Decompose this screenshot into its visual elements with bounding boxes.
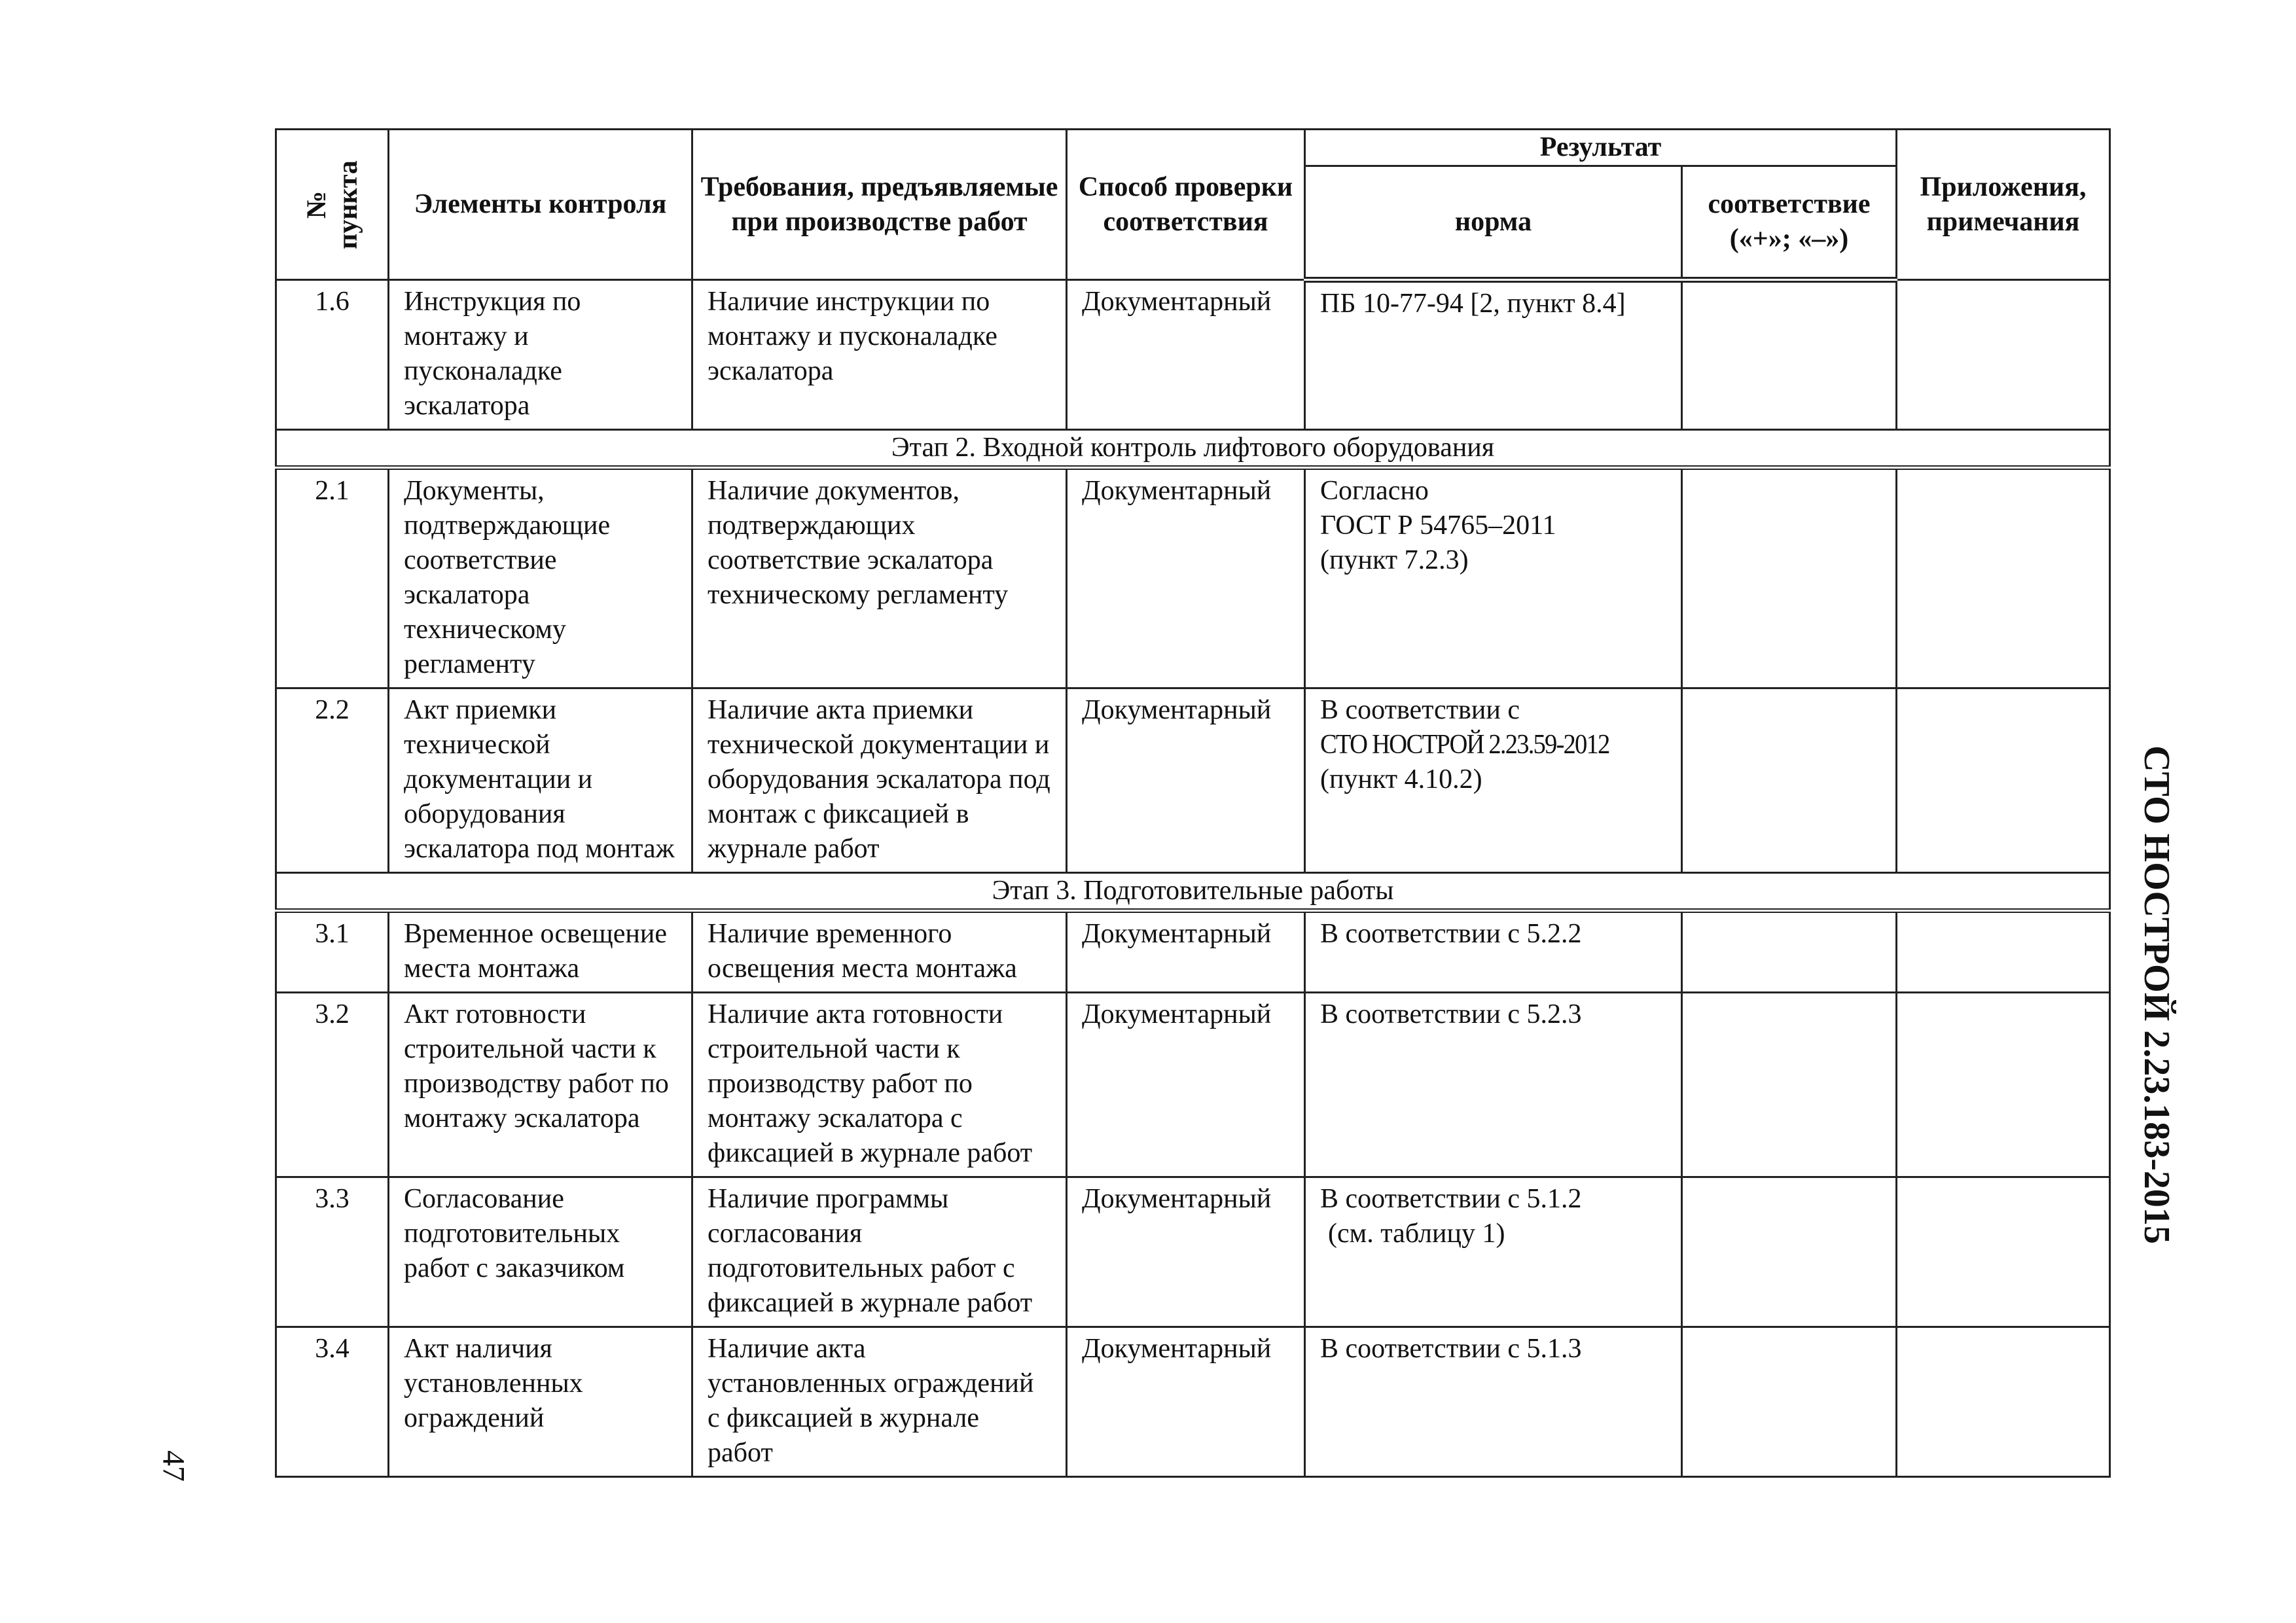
norm-line: (пункт 7.2.3) bbox=[1320, 545, 1469, 575]
row-method: Документарный bbox=[1067, 1327, 1305, 1477]
row-notes bbox=[1897, 1327, 2110, 1477]
stage-row-3 bbox=[276, 873, 2110, 911]
row-number: 2.2 bbox=[276, 688, 389, 873]
row-requirement: Наличие акта приемки технической документации и оборудования эскалатора под монтаж с фиксацией в журнале работ bbox=[692, 688, 1067, 873]
row-compliance bbox=[1682, 911, 1897, 993]
row-notes bbox=[1897, 280, 2110, 430]
norm-line: ГОСТ Р 54765–2011 bbox=[1320, 510, 1556, 541]
row-number: 3.2 bbox=[276, 993, 389, 1177]
row-number: 2.1 bbox=[276, 468, 389, 688]
row-compliance bbox=[1682, 280, 1897, 430]
norm-standard-code: СТО НОСТРОЙ 2.23.59-2012 bbox=[1320, 730, 1609, 760]
header-notes: Приложения, примечания bbox=[1897, 130, 2110, 280]
row-element: Инструкция по монтажу и пусконаладке эскалатора bbox=[389, 280, 692, 430]
header-norm: норма bbox=[1305, 166, 1682, 280]
row-requirement: Наличие программы согласования подготовительных работ с фиксацией в журнале работ bbox=[692, 1177, 1067, 1327]
document-code-header: СТО НОСТРОЙ 2.23.183-2015 bbox=[2136, 745, 2177, 1244]
stage-2-title: Этап 2. Входной контроль лифтового оборудования bbox=[276, 430, 2110, 468]
norm-line: (пункт 4.10.2) bbox=[1320, 764, 1482, 794]
row-number: 3.1 bbox=[276, 911, 389, 993]
norm-line: Согласно bbox=[1320, 476, 1429, 506]
row-element: Акт готовности строительной части к производству работ по монтажу эскалатора bbox=[389, 993, 692, 1177]
row-element: Документы, подтверждающие соответствие эскалатора техническому регламенту bbox=[389, 468, 692, 688]
row-compliance bbox=[1682, 468, 1897, 688]
row-compliance bbox=[1682, 688, 1897, 873]
table-row-1-6 bbox=[276, 280, 2110, 430]
header-method: Способ проверки соответствия bbox=[1067, 130, 1305, 280]
header-number-symbol: № bbox=[301, 190, 332, 219]
row-element: Временное освещение места монтажа bbox=[389, 911, 692, 993]
table-header bbox=[276, 130, 2110, 280]
row-notes bbox=[1897, 911, 2110, 993]
header-number-word: пункта bbox=[332, 160, 363, 249]
row-method: Документарный bbox=[1067, 280, 1305, 430]
row-norm bbox=[1305, 1177, 1682, 1327]
control-table bbox=[275, 128, 2111, 1478]
row-method: Документарный bbox=[1067, 993, 1305, 1177]
page-number: 47 bbox=[156, 1450, 191, 1482]
row-requirement: Наличие инструкции по монтажу и пусконаладке эскалатора bbox=[692, 280, 1067, 430]
norm-line bbox=[1320, 728, 1666, 762]
table-row-2-1 bbox=[276, 468, 2110, 688]
row-requirement: Наличие документов, подтверждающих соответствие эскалатора техническому регламенту bbox=[692, 468, 1067, 688]
stage-3-title: Этап 3. Подготовительные работы bbox=[276, 873, 2110, 911]
norm-line: В соответствии с bbox=[1320, 695, 1520, 725]
table-row-3-4 bbox=[276, 1327, 2110, 1477]
row-norm: ПБ 10-77-94 [2, пункт 8.4] bbox=[1305, 280, 1682, 430]
row-method: Документарный bbox=[1067, 468, 1305, 688]
row-compliance bbox=[1682, 1327, 1897, 1477]
row-requirement: Наличие временного освещения места монтажа bbox=[692, 911, 1067, 993]
row-element: Акт наличия установленных ограждений bbox=[389, 1327, 692, 1477]
header-result: Результат bbox=[1305, 130, 1897, 166]
stage-row-2 bbox=[276, 430, 2110, 468]
row-method: Документарный bbox=[1067, 911, 1305, 993]
norm-line: (см. таблицу 1) bbox=[1328, 1219, 1505, 1249]
header-compliance: соответствие («+»; «–») bbox=[1682, 166, 1897, 280]
row-method: Документарный bbox=[1067, 1177, 1305, 1327]
row-method: Документарный bbox=[1067, 688, 1305, 873]
table-row-2-2 bbox=[276, 688, 2110, 873]
row-notes bbox=[1897, 688, 2110, 873]
row-norm bbox=[1305, 468, 1682, 688]
header-item-number bbox=[276, 130, 389, 280]
row-number: 3.3 bbox=[276, 1177, 389, 1327]
row-notes bbox=[1897, 1177, 2110, 1327]
table-row-3-2 bbox=[276, 993, 2110, 1177]
row-norm bbox=[1305, 688, 1682, 873]
norm-line: В соответствии с 5.1.2 bbox=[1320, 1184, 1582, 1214]
row-norm: В соответствии с 5.1.3 bbox=[1305, 1327, 1682, 1477]
row-compliance bbox=[1682, 1177, 1897, 1327]
table-row-3-3 bbox=[276, 1177, 2110, 1327]
row-number: 3.4 bbox=[276, 1327, 389, 1477]
row-requirement: Наличие акта установленных ограждений с фиксацией в журнале работ bbox=[692, 1327, 1067, 1477]
table-row-3-1 bbox=[276, 911, 2110, 993]
header-requirements: Требования, предъявляемые при производстве работ bbox=[692, 130, 1067, 280]
row-requirement: Наличие акта готовности строительной части к производству работ по монтажу эскалатора с фиксацией в журнале работ bbox=[692, 993, 1067, 1177]
row-notes bbox=[1897, 993, 2110, 1177]
row-number: 1.6 bbox=[276, 280, 389, 430]
row-norm: В соответствии с 5.2.3 bbox=[1305, 993, 1682, 1177]
row-notes bbox=[1897, 468, 2110, 688]
row-element: Акт приемки технической документации и оборудования эскалатора под монтаж bbox=[389, 688, 692, 873]
row-compliance bbox=[1682, 993, 1897, 1177]
header-elements: Элементы контроля bbox=[389, 130, 692, 280]
row-norm: В соответствии с 5.2.2 bbox=[1305, 911, 1682, 993]
row-element: Согласование подготовительных работ с заказчиком bbox=[389, 1177, 692, 1327]
